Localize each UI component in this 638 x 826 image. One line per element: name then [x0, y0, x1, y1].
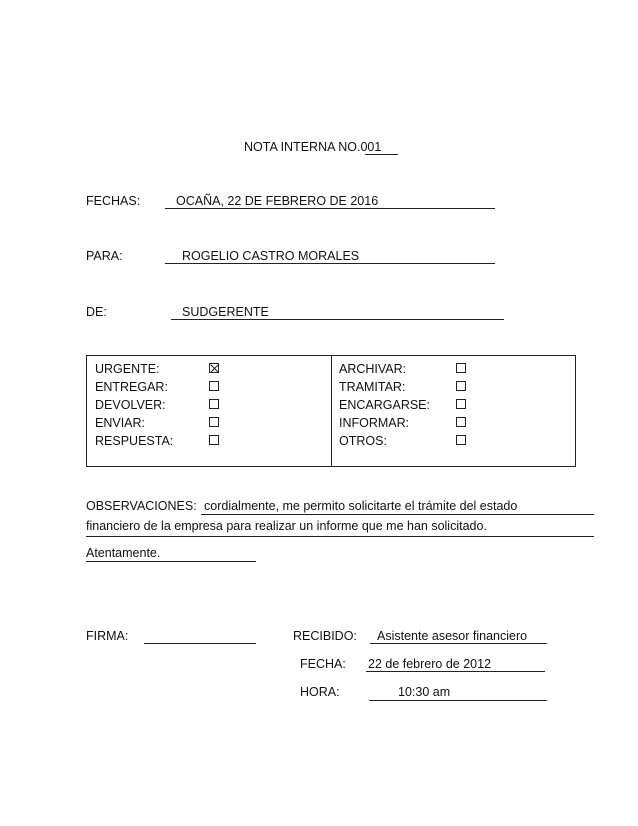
de-value: SUDGERENTE: [182, 305, 269, 319]
checkbox-checked-icon[interactable]: [209, 363, 219, 373]
checkbox-icon[interactable]: [209, 381, 219, 391]
option-entregar[interactable]: [95, 378, 235, 396]
option-devolver[interactable]: [95, 396, 235, 414]
option-urgente[interactable]: [95, 360, 235, 378]
observaciones-text-1: cordialmente, me permito solicitarte el trámite del estado: [204, 499, 518, 513]
fecha-label: FECHA:: [300, 657, 346, 671]
checkbox-icon[interactable]: [209, 417, 219, 427]
option-enviar[interactable]: [95, 414, 235, 432]
option-label: DEVOLVER:: [95, 398, 166, 412]
option-informar[interactable]: [339, 414, 479, 432]
option-label: ENTREGAR:: [95, 380, 168, 394]
option-label: ENCARGARSE:: [339, 398, 430, 412]
recibido-label: RECIBIDO:: [293, 629, 357, 643]
closing-underline: [86, 561, 256, 562]
fechas-value: OCAÑA, 22 DE FEBRERO DE 2016: [176, 194, 379, 208]
checkbox-icon[interactable]: [456, 363, 466, 373]
option-label: URGENTE:: [95, 362, 160, 376]
memo-title: [244, 139, 381, 155]
observaciones-line-2: [86, 536, 594, 537]
option-otros[interactable]: [339, 432, 479, 450]
option-archivar[interactable]: [339, 360, 479, 378]
de-label: DE:: [86, 305, 107, 319]
para-value: ROGELIO CASTRO MORALES: [182, 249, 360, 263]
memo-number-underline: [365, 154, 398, 155]
option-label: TRAMITAR:: [339, 380, 406, 394]
observaciones-line-1: [201, 514, 594, 515]
options-table: [86, 355, 576, 467]
closing-text: Atentamente.: [86, 546, 161, 560]
option-label: ARCHIVAR:: [339, 362, 407, 376]
fechas-label: FECHAS:: [86, 194, 141, 208]
checkbox-icon[interactable]: [209, 399, 219, 409]
option-tramitar[interactable]: [339, 378, 479, 396]
firma-label: FIRMA:: [86, 629, 129, 643]
memo-title-label: NOTA INTERNA NO.: [244, 140, 361, 154]
para-label: PARA:: [86, 249, 123, 263]
checkbox-icon[interactable]: [456, 399, 466, 409]
option-label: OTROS:: [339, 434, 387, 448]
firma-signature-line[interactable]: [144, 643, 256, 644]
options-divider: [331, 356, 332, 466]
checkbox-icon[interactable]: [456, 435, 466, 445]
option-label: ENVIAR:: [95, 416, 146, 430]
option-label: INFORMAR:: [339, 416, 410, 430]
option-label: RESPUESTA:: [95, 434, 174, 448]
checkbox-icon[interactable]: [456, 417, 466, 427]
observaciones-text-2: financiero de la empresa para realizar un informe que me han solicitado.: [86, 519, 487, 533]
hora-label: HORA:: [300, 685, 340, 699]
recibido-value: Asistente asesor financiero: [377, 629, 528, 643]
hora-line: [369, 700, 547, 701]
checkbox-icon[interactable]: [456, 381, 466, 391]
option-respuesta[interactable]: [95, 432, 235, 450]
memo-number: 001: [360, 140, 382, 154]
observaciones-label: OBSERVACIONES:: [86, 499, 197, 513]
checkbox-icon[interactable]: [209, 435, 219, 445]
hora-value: 10:30 am: [398, 685, 451, 699]
option-encargarse[interactable]: [339, 396, 479, 414]
fecha-value: 22 de febrero de 2012: [368, 657, 492, 671]
